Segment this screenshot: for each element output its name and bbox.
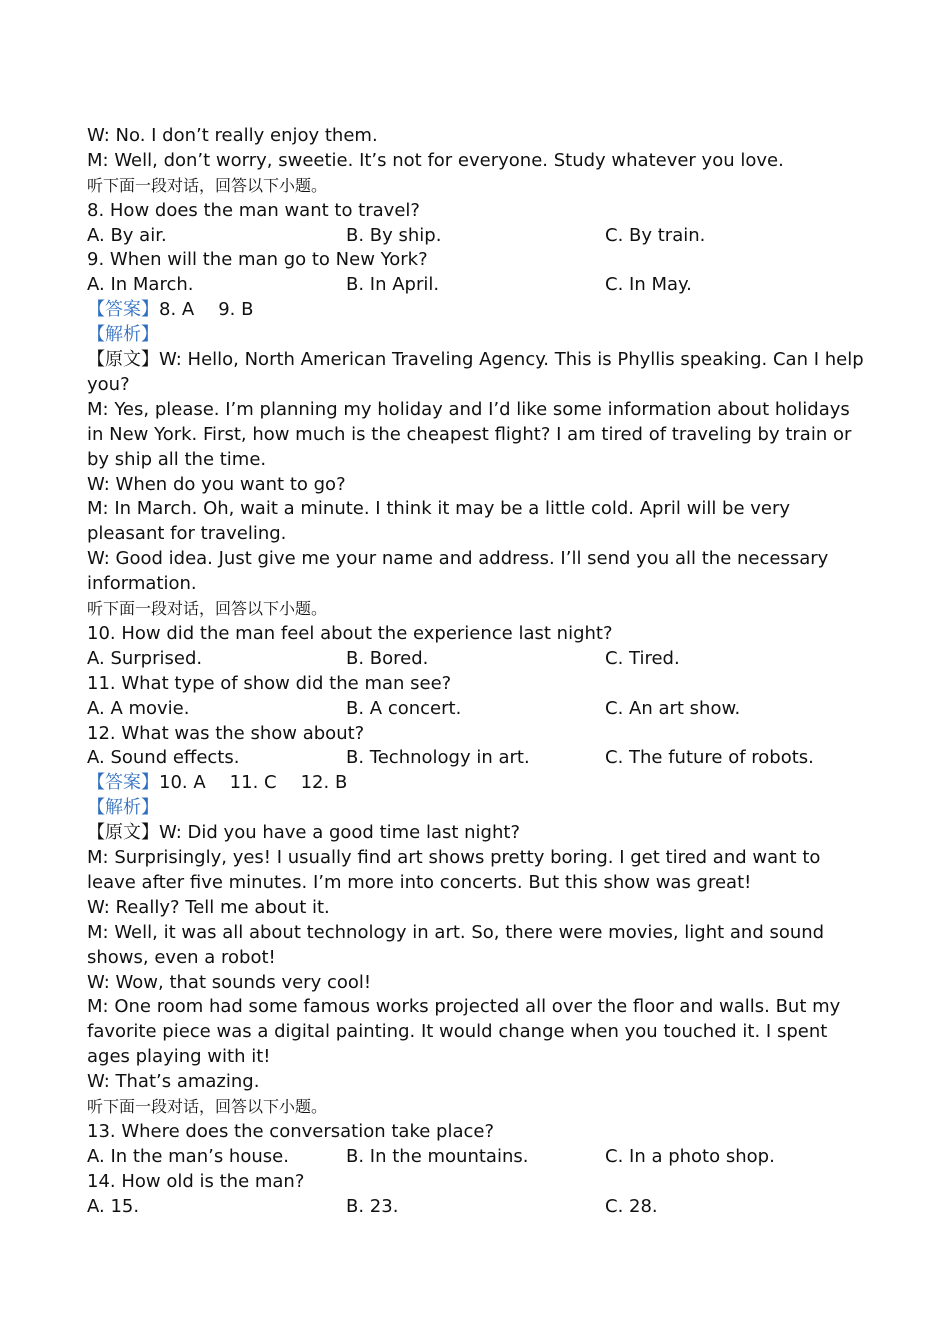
option-a: A. Surprised. — [87, 647, 203, 669]
answer-item: 8. A — [159, 299, 195, 321]
transcript-paragraph — [87, 846, 867, 896]
option-b: B. 23. — [346, 1195, 399, 1217]
transcript-text: M: Surprisingly, yes! I usually find art shows pretty boring. I get tired and want to leave after five minutes. I’m more into concerts. But this show was great! — [87, 846, 821, 893]
option-b: B. In the mountains. — [346, 1145, 529, 1167]
transcript-text: M: In March. Oh, wait a minute. I think it may be a little cold. April will be very pleasant for traveling. — [87, 498, 791, 545]
option-b: B. Technology in art. — [346, 747, 530, 769]
transcript-paragraph — [87, 921, 867, 971]
transcript-paragraph — [87, 348, 867, 398]
answer-label: 【答案】 — [87, 299, 159, 321]
option-c: C. 28. — [605, 1195, 658, 1217]
transcript-text: M: Well, it was all about technology in art. So, there were movies, light and sound shows, even a robot! — [87, 921, 825, 968]
analysis-label: 【解析】 — [87, 324, 159, 346]
text-line: W: That’s amazing. — [87, 1071, 260, 1093]
transcript-label: 【原文】 — [87, 349, 159, 371]
option-a: A. Sound effects. — [87, 747, 240, 769]
answer-line — [87, 771, 867, 796]
text-line: W: When do you want to go? — [87, 473, 346, 495]
text-line: 13. Where does the conversation take place? — [87, 1120, 495, 1142]
option-a: A. In the man’s house. — [87, 1145, 289, 1167]
text-line: M: Well, don’t worry, sweetie. It’s not for everyone. Study whatever you love. — [87, 149, 784, 171]
option-a: A. In March. — [87, 274, 194, 296]
option-c: C. Tired. — [605, 647, 680, 669]
text-line: 11. What type of show did the man see? — [87, 672, 452, 694]
transcript-paragraph — [87, 497, 867, 547]
section-instruction: 听下面一段对话，回答以下小题。 — [87, 175, 328, 195]
text-line: 9. When will the man go to New York? — [87, 249, 428, 271]
text-line: W: Really? Tell me about it. — [87, 896, 330, 918]
answer-item: 11. C — [229, 772, 277, 794]
option-row — [87, 273, 867, 298]
transcript-paragraph — [87, 821, 867, 846]
transcript-label: 【原文】 — [87, 822, 159, 844]
text-line: W: Wow, that sounds very cool! — [87, 971, 372, 993]
option-c: C. In May. — [605, 274, 692, 296]
option-row — [87, 1145, 867, 1170]
answer-item: 10. A — [159, 772, 206, 794]
option-b: B. Bored. — [346, 647, 429, 669]
transcript-text: M: Yes, please. I’m planning my holiday and I’d like some information about holidays in New York. First, how much is the cheapest flight? I am tired of traveling by train or by ship all the time. — [87, 398, 852, 470]
option-row — [87, 697, 867, 722]
option-row — [87, 1195, 867, 1220]
option-b: B. A concert. — [346, 697, 462, 719]
transcript-text: W: Hello, North American Traveling Agency. This is Phyllis speaking. Can I help you? — [87, 349, 864, 395]
option-a: A. 15. — [87, 1195, 140, 1217]
section-instruction: 听下面一段对话，回答以下小题。 — [87, 1097, 328, 1116]
option-a: A. A movie. — [87, 697, 190, 719]
option-b: B. In April. — [346, 274, 440, 296]
document-page — [87, 124, 867, 1219]
text-line: 12. What was the show about? — [87, 722, 365, 744]
text-line: 8. How does the man want to travel? — [87, 199, 420, 221]
option-c: C. In a photo shop. — [605, 1145, 775, 1167]
answer-line — [87, 298, 867, 323]
answer-item: 12. B — [300, 772, 348, 794]
transcript-paragraph — [87, 995, 867, 1070]
analysis-label: 【解析】 — [87, 797, 159, 819]
transcript-text: W: Did you have a good time last night? — [159, 822, 521, 844]
option-c: C. By train. — [605, 224, 706, 246]
answer-label: 【答案】 — [87, 772, 159, 794]
transcript-text: M: One room had some famous works projected all over the floor and walls. But my favorite piece was a digital painting. It would change when you touched it. I spent ages playing with it! — [87, 996, 841, 1068]
text-line: 14. How old is the man? — [87, 1170, 305, 1192]
option-row — [87, 746, 867, 771]
answer-item: 9. B — [218, 299, 254, 321]
option-c: C. An art show. — [605, 697, 741, 719]
option-c: C. The future of robots. — [605, 747, 814, 769]
option-row — [87, 224, 867, 249]
transcript-paragraph — [87, 398, 867, 473]
transcript-paragraph — [87, 547, 867, 597]
option-row — [87, 647, 867, 672]
text-line: W: No. I don’t really enjoy them. — [87, 125, 378, 146]
option-b: B. By ship. — [346, 224, 442, 246]
section-instruction: 听下面一段对话，回答以下小题。 — [87, 599, 328, 619]
transcript-text: W: Good idea. Just give me your name and address. I’ll send you all the necessary information. — [87, 548, 829, 595]
option-a: A. By air. — [87, 224, 167, 246]
text-line: 10. How did the man feel about the experience last night? — [87, 622, 613, 644]
